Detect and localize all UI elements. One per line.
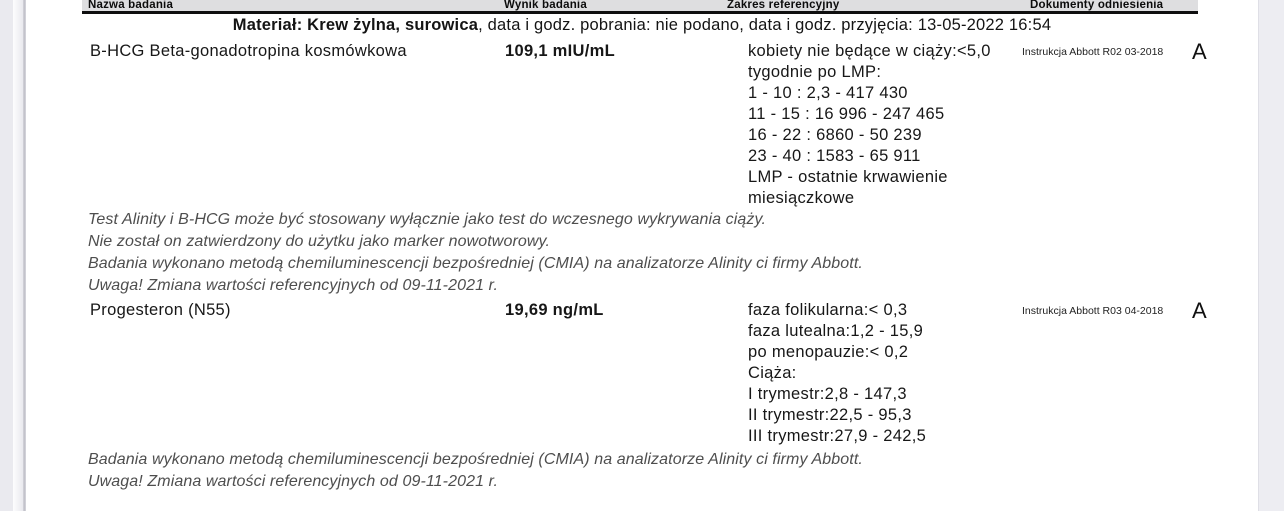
accreditation-flag: A xyxy=(1192,39,1207,64)
reference-line: miesiączkowe xyxy=(748,189,855,207)
reference-document: Instrukcja Abbott R03 04-2018 xyxy=(1022,305,1164,317)
reference-line: tygodnie po LMP: xyxy=(748,63,882,81)
reference-line: LMP - ostatnie krwawienie xyxy=(748,168,948,186)
reference-line: 11 - 15 : 16 996 - 247 465 xyxy=(748,105,945,123)
reference-line: kobiety nie będące w ciąży:<5,0 xyxy=(748,42,991,60)
reference-line: faza folikularna:< 0,3 xyxy=(748,301,908,319)
accreditation-flag: A xyxy=(1192,298,1207,323)
reference-line: 23 - 40 : 1583 - 65 911 xyxy=(748,147,921,165)
material-line-rest: , data i godz. pobrania: nie podano, data i godz. przyjęcia: 13-05-2022 16:54 xyxy=(478,16,1052,34)
reference-line: faza lutealna:1,2 - 15,9 xyxy=(748,322,924,340)
note-line: Uwaga! Zmiana wartości referencyjnych od 09-11-2021 r. xyxy=(88,277,499,294)
reference-line: 1 - 10 : 2,3 - 417 430 xyxy=(748,84,908,102)
reference-line: 16 - 22 : 6860 - 50 239 xyxy=(748,126,922,144)
reference-line: po menopauzie:< 0,2 xyxy=(748,343,909,361)
reference-range-block xyxy=(748,41,991,209)
column-header-test-name: Nazwa badania xyxy=(88,0,174,11)
test-notes-block xyxy=(88,449,863,493)
reference-line: Ciąża: xyxy=(748,364,797,382)
test-notes-block xyxy=(88,209,863,297)
test-name: B-HCG Beta-gonadotropina kosmówkowa xyxy=(90,42,407,60)
column-header-result: Wynik badania xyxy=(504,0,587,11)
page-left-edge xyxy=(13,0,23,511)
note-line: Uwaga! Zmiana wartości referencyjnych od 09-11-2021 r. xyxy=(88,473,499,490)
viewer-left-margin xyxy=(0,0,13,511)
reference-range-block xyxy=(748,300,926,447)
reference-line: III trymestr:27,9 - 242,5 xyxy=(748,427,927,445)
reference-line: I trymestr:2,8 - 147,3 xyxy=(748,385,907,403)
test-result: 109,1 mIU/mL xyxy=(505,42,615,60)
test-result: 19,69 ng/mL xyxy=(505,301,604,319)
note-line: Badania wykonano metodą chemiluminescencji bezpośredniej (CMIA) na analizatorze Alinity ci firmy Abbott. xyxy=(88,255,863,272)
test-name: Progesteron (N55) xyxy=(90,301,231,319)
note-line: Badania wykonano metodą chemiluminescencji bezpośredniej (CMIA) na analizatorze Alinity ci firmy Abbott. xyxy=(88,451,863,468)
reference-document: Instrukcja Abbott R02 03-2018 xyxy=(1022,46,1164,58)
column-header-reference-documents: Dokumenty odniesienia xyxy=(1030,0,1164,11)
material-line-bold: Materiał: Krew żylna, surowica xyxy=(232,16,479,34)
note-line: Test Alinity i B-HCG może być stosowany wyłącznie jako test do wczesnego wykrywania ciąży. xyxy=(88,211,766,228)
reference-line: II trymestr:22,5 - 95,3 xyxy=(748,406,912,424)
note-line: Nie został on zatwierdzony do użytku jako marker nowotworowy. xyxy=(88,233,550,250)
material-line xyxy=(26,15,1258,35)
viewer-right-margin xyxy=(1258,0,1284,511)
column-header-reference-range: Zakres referencyjny xyxy=(727,0,840,11)
